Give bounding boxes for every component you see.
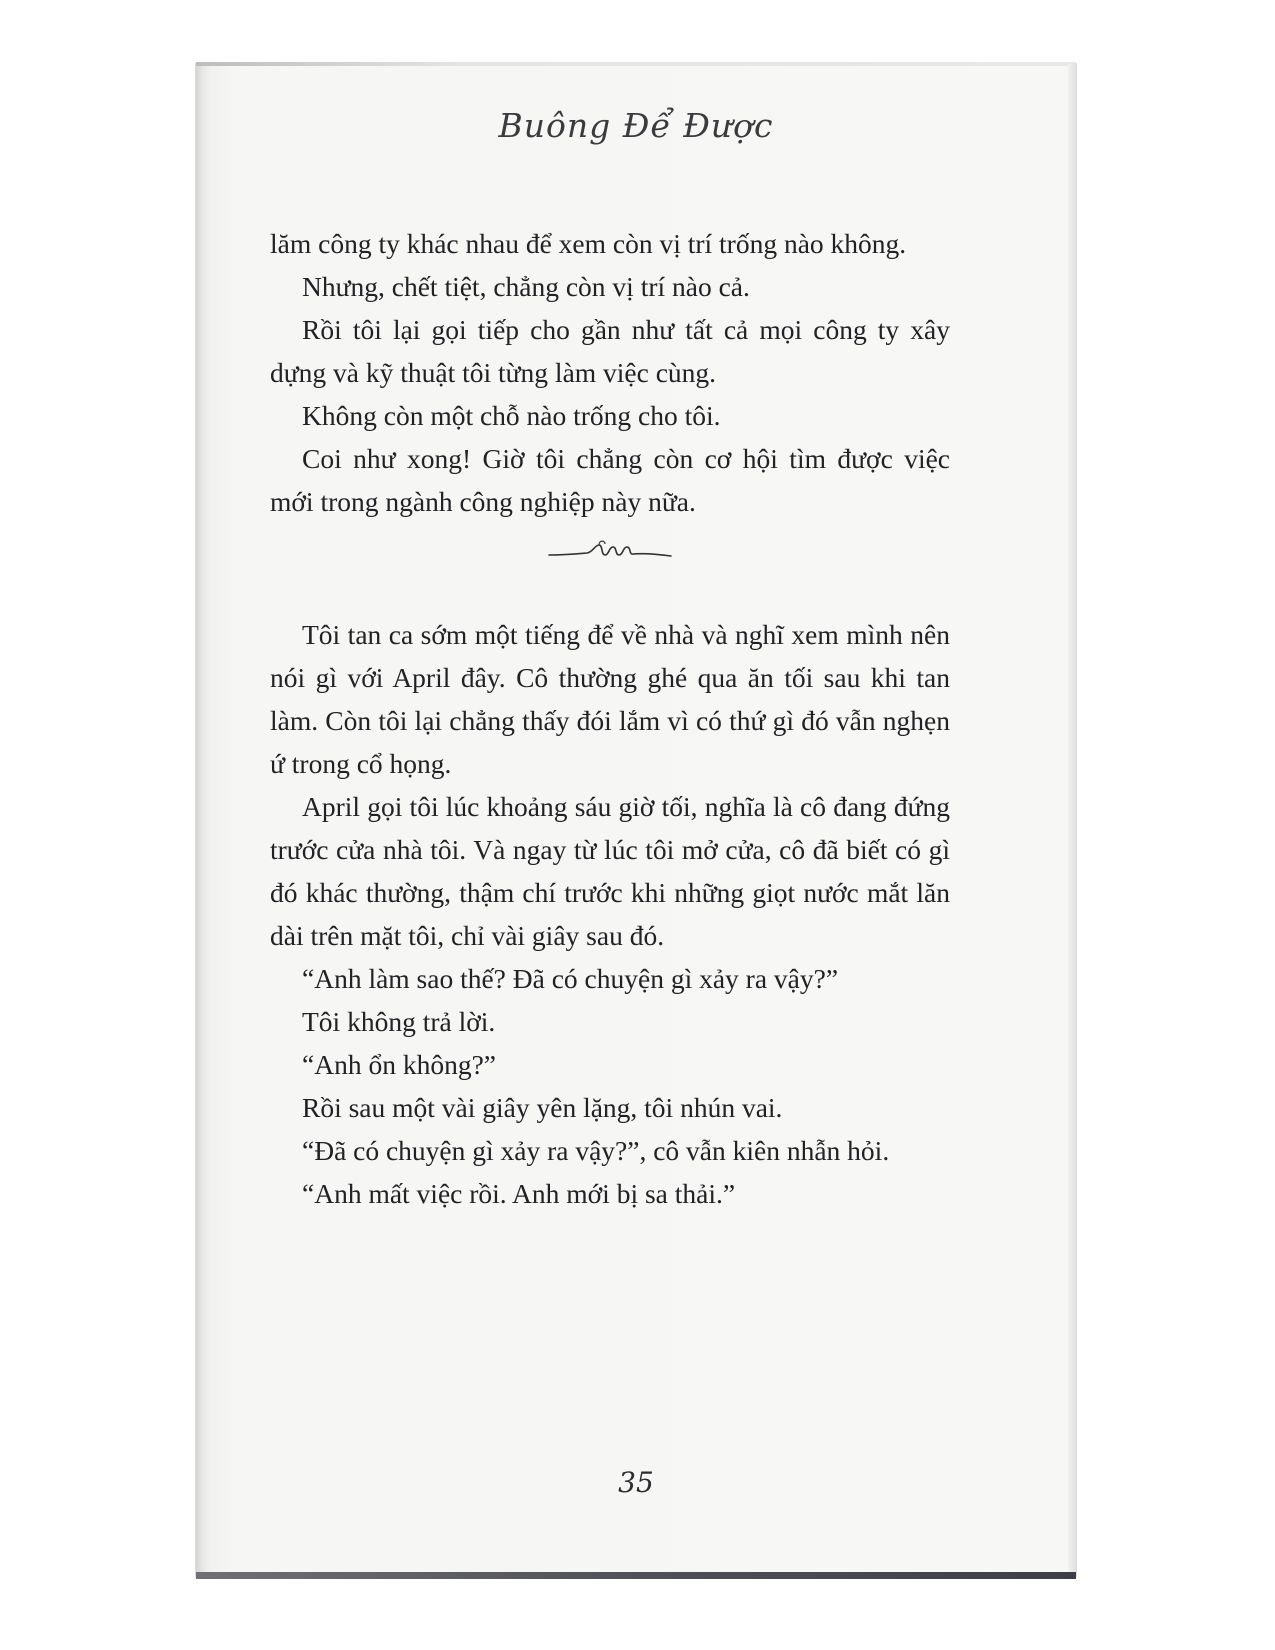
book-cover-bottom-edge bbox=[196, 1572, 1076, 1579]
dialogue-line: “Đã có chuyện gì xảy ra vậy?”, cô vẫn kiên nhẫn hỏi. bbox=[302, 1135, 890, 1166]
page-number: 35 bbox=[618, 1466, 654, 1499]
paragraph: Tôi không trả lời. bbox=[302, 1006, 496, 1037]
paragraph: Rồi tôi lại gọi tiếp cho gần như tất cả mọi công ty xây dựng và kỹ thuật tôi từng làm việc cùng. bbox=[270, 314, 950, 388]
body-text bbox=[270, 222, 950, 1215]
paragraph: Rồi sau một vài giây yên lặng, tôi nhún vai. bbox=[302, 1092, 783, 1123]
paragraph: Tôi tan ca sớm một tiếng để về nhà và nghĩ xem mình nên nói gì với April đây. Cô thường ghé qua ăn tối sau khi tan làm. Còn tôi lại chẳng thấy đói lắm vì có thứ gì đó vẫn nghẹn ứ trong cổ họng. bbox=[270, 619, 950, 779]
paragraph: Coi như xong! Giờ tôi chẳng còn cơ hội tìm được việc mới trong ngành công nghiệp này nữa. bbox=[270, 443, 950, 517]
running-head: Buông Để Được bbox=[498, 106, 774, 145]
dialogue-line: “Anh ổn không?” bbox=[302, 1049, 496, 1080]
paragraph: Không còn một chỗ nào trống cho tôi. bbox=[302, 400, 721, 431]
paragraph: Nhưng, chết tiệt, chẳng còn vị trí nào cả. bbox=[302, 271, 750, 302]
dialogue-line: “Anh mất việc rồi. Anh mới bị sa thải.” bbox=[302, 1178, 736, 1209]
flourish-divider-icon bbox=[545, 537, 675, 567]
dialogue-line: “Anh làm sao thế? Đã có chuyện gì xảy ra vậy?” bbox=[302, 963, 839, 994]
paragraph: April gọi tôi lúc khoảng sáu giờ tối, nghĩa là cô đang đứng trước cửa nhà tôi. Và ngay từ lúc tôi mở cửa, cô đã biết có gì đó khác thường, thậm chí trước khi những giọt nước mắt lăn dài trên mặt tôi, chỉ vài giây sau đó. bbox=[270, 791, 950, 951]
page-right-edge bbox=[1068, 64, 1076, 1576]
page-top-edge bbox=[196, 62, 1076, 66]
paragraph-continued: lăm công ty khác nhau để xem còn vị trí trống nào không. bbox=[270, 228, 907, 259]
